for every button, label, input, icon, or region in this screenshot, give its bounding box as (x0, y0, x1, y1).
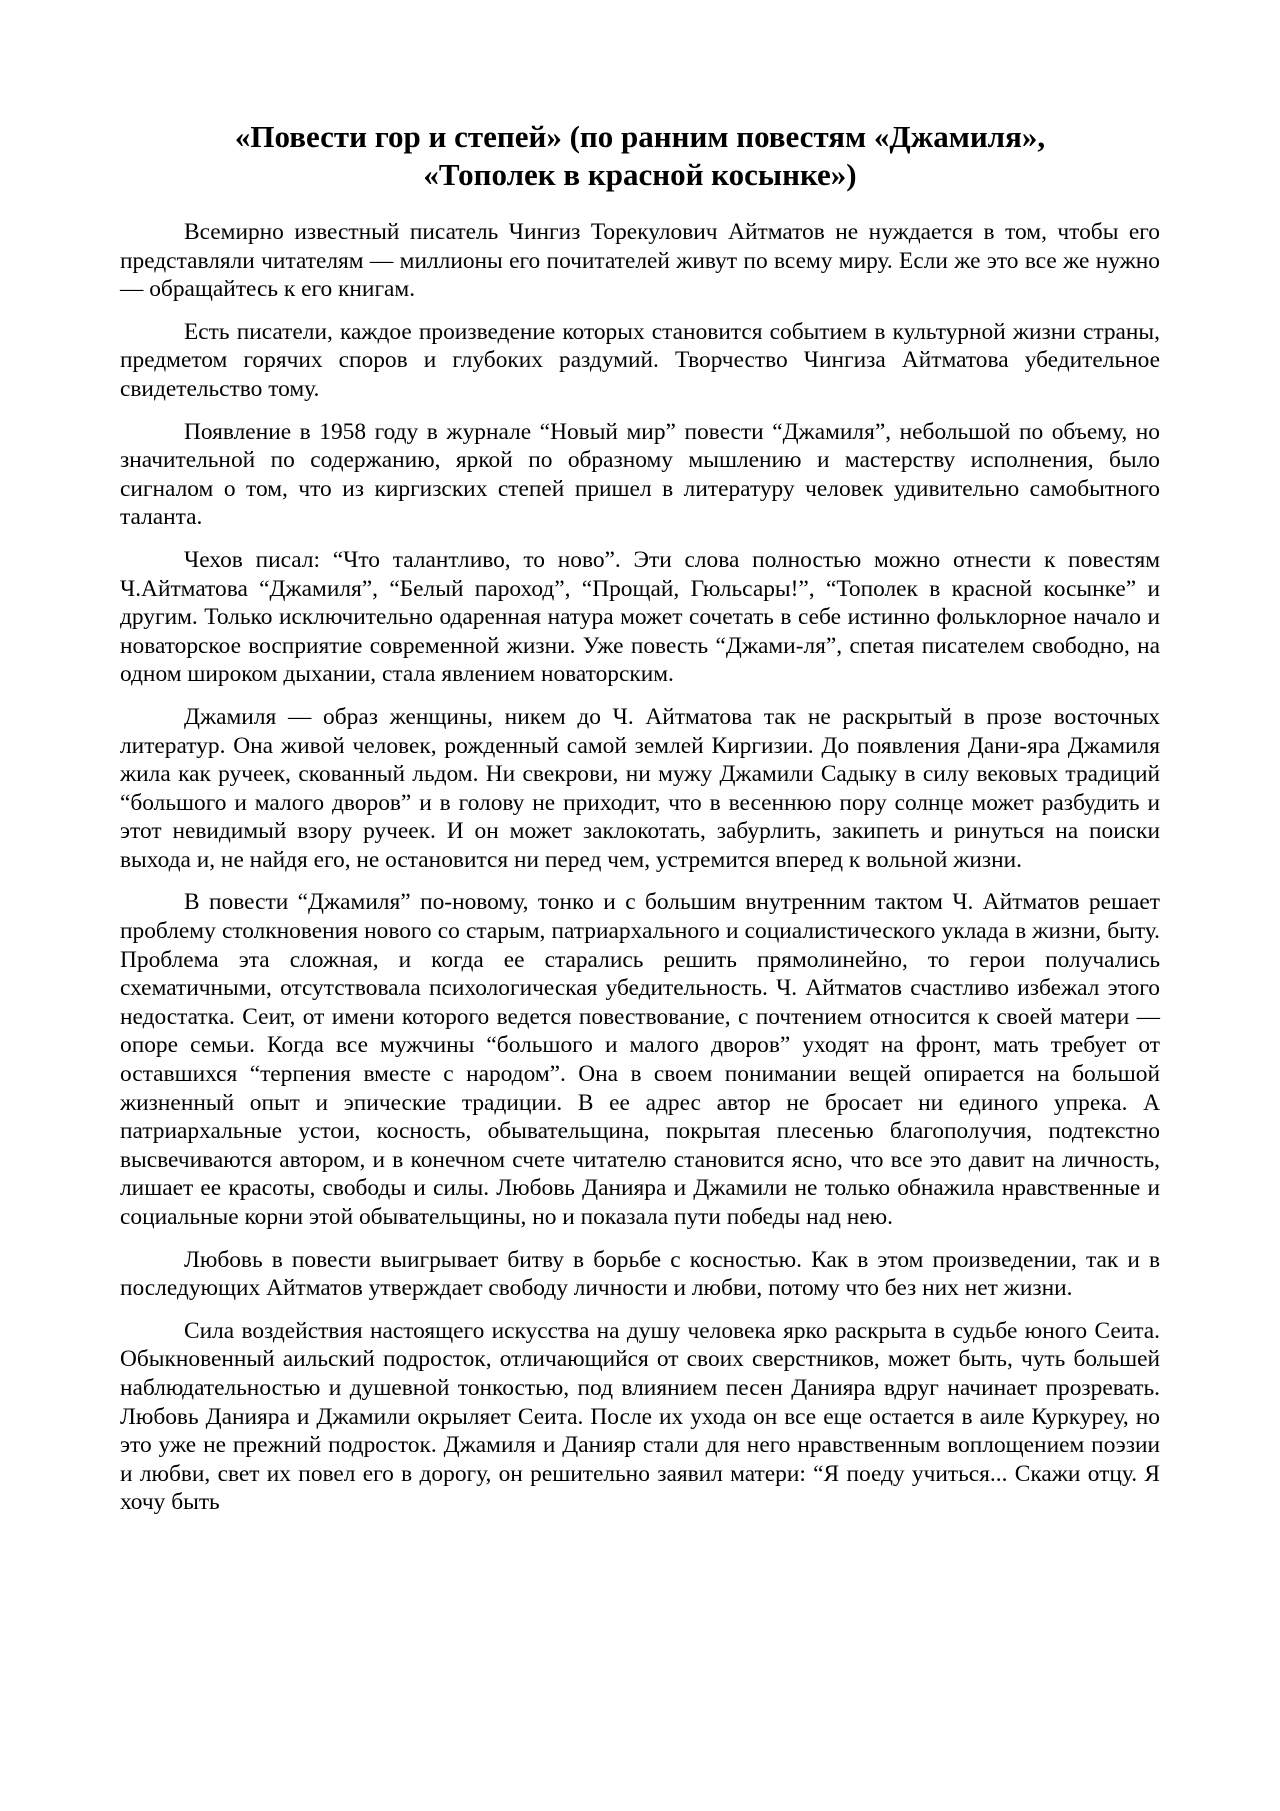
paragraph: Сила воздействия настоящего искусства на душу человека ярко раскрыта в судьбе юного Сеита. Обыкновенный аильский подросток, отличающийся от своих сверстников, может быть, чуть большей наблюдательностью и душевной тонкостью, под влиянием песен Данияра вдруг начинает прозревать. Любовь Данияра и Джамили окрыляет Сеита. После их ухода он все еще остается в аиле Куркурeу, но это уже не прежний подросток. Джамиля и Данияр стали для него нравственным воплощением поэзии и любви, свет их повел его в дорогу, он решительно заявил матери: “Я поеду учиться... Скажи отцу. Я хочу быть (120, 1317, 1160, 1516)
paragraph: Есть писатели, каждое произведение которых становится событием в культурной жизни страны, предметом горячих споров и глубоких раздумий. Творчество Чингиза Айтматова убедительное свидетельство тому. (120, 318, 1160, 402)
paragraph: Чехов писал: “Что талантливо, то ново”. Эти слова полностью можно отнести к повестям Ч.Айтматова “Джамиля”, “Белый пароход”, “Прощай, Гюльсары!”, “Тополек в красной косынке” и другим. Только исключительно одаренная натура может сочетать в себе истинно фольклорное начало и новаторское восприятие современной жизни. Уже повесть “Джами-ля”, спетая писателем свободно, на одном широком дыхании, стала явлением новаторским. (120, 546, 1160, 688)
paragraph: Появление в 1958 году в журнале “Новый мир” повести “Джамиля”, небольшой по объему, но значительной по содержанию, яркой по образному мышлению и мастерству исполнения, было сигналом о том, что из киргизских степей пришел в литературу человек удивительно самобытного таланта. (120, 418, 1160, 531)
paragraph: Джамиля — образ женщины, никем до Ч. Айтматова так не раскрытый в прозе восточных литератур. Она живой человек, рожденный самой землей Киргизии. До появления Дани-яра Джамиля жила как ручеек, скованный льдом. Ни свекрови, ни мужу Джамили Садыку в силу вековых традиций “большого и малого дворов” и в голову не приходит, что в весеннюю пору солнце может разбудить и этот невидимый взору ручеек. И он может заклокотать, забурлить, закипеть и ринуться на поиски выхода и, не найдя его, не остановится ни перед чем, устремится вперед к вольной жизни. (120, 703, 1160, 873)
paragraph: Любовь в повести выигрывает битву в борьбе с косностью. Как в этом произведении, так и в последующих Айтматов утверждает свободу личности и любви, потому что без них нет жизни. (120, 1246, 1160, 1302)
document-page (120, 118, 1160, 1531)
title-line: «Тополек в красной косынке») (423, 157, 857, 192)
document-title (120, 118, 1160, 194)
paragraph: Всемирно известный писатель Чингиз Торекулович Айтматов не нуждается в том, чтобы его представляли читателям — миллионы его почитателей живут по всему миру. Если же это все же нужно — обращайтесь к его книгам. (120, 219, 1160, 303)
title-line: «Повести гор и степей» (по ранним повестям «Джамиля», (234, 119, 1046, 154)
paragraph: В повести “Джамиля” по-новому, тонко и с большим внутренним тактом Ч. Айтматов решает проблему столкновения нового со старым, патриархального и социалистического уклада в жизни, быту. Проблема эта сложная, и когда ее старались решить прямолинейно, то герои получались схематичными, отсутствовала психологическая убедительность. Ч. Айтматов счастливо избежал этого недостатка. Сеит, от имени которого ведется повествование, с почтением относится к своей матери — опоре семьи. Когда все мужчины “большого и малого дворов” уходят на фронт, мать требует от оставшихся “терпения вместе с народом”. Она в своем понимании вещей опирается на большой жизненный опыт и эпические традиции. В ее адрес автор не бросает ни единого упрека. А патриархальные устои, косность, обывательщина, покрытая плесенью благополучия, подтекстно высвечиваются автором, и в конечном счете читателю становится ясно, что все это давит на личность, лишает ее красоты, свободы и силы. Любовь Данияра и Джамили не только обнажила нравственные и социальные корни этой обывательщины, но и показала пути победы над нею. (120, 889, 1160, 1230)
